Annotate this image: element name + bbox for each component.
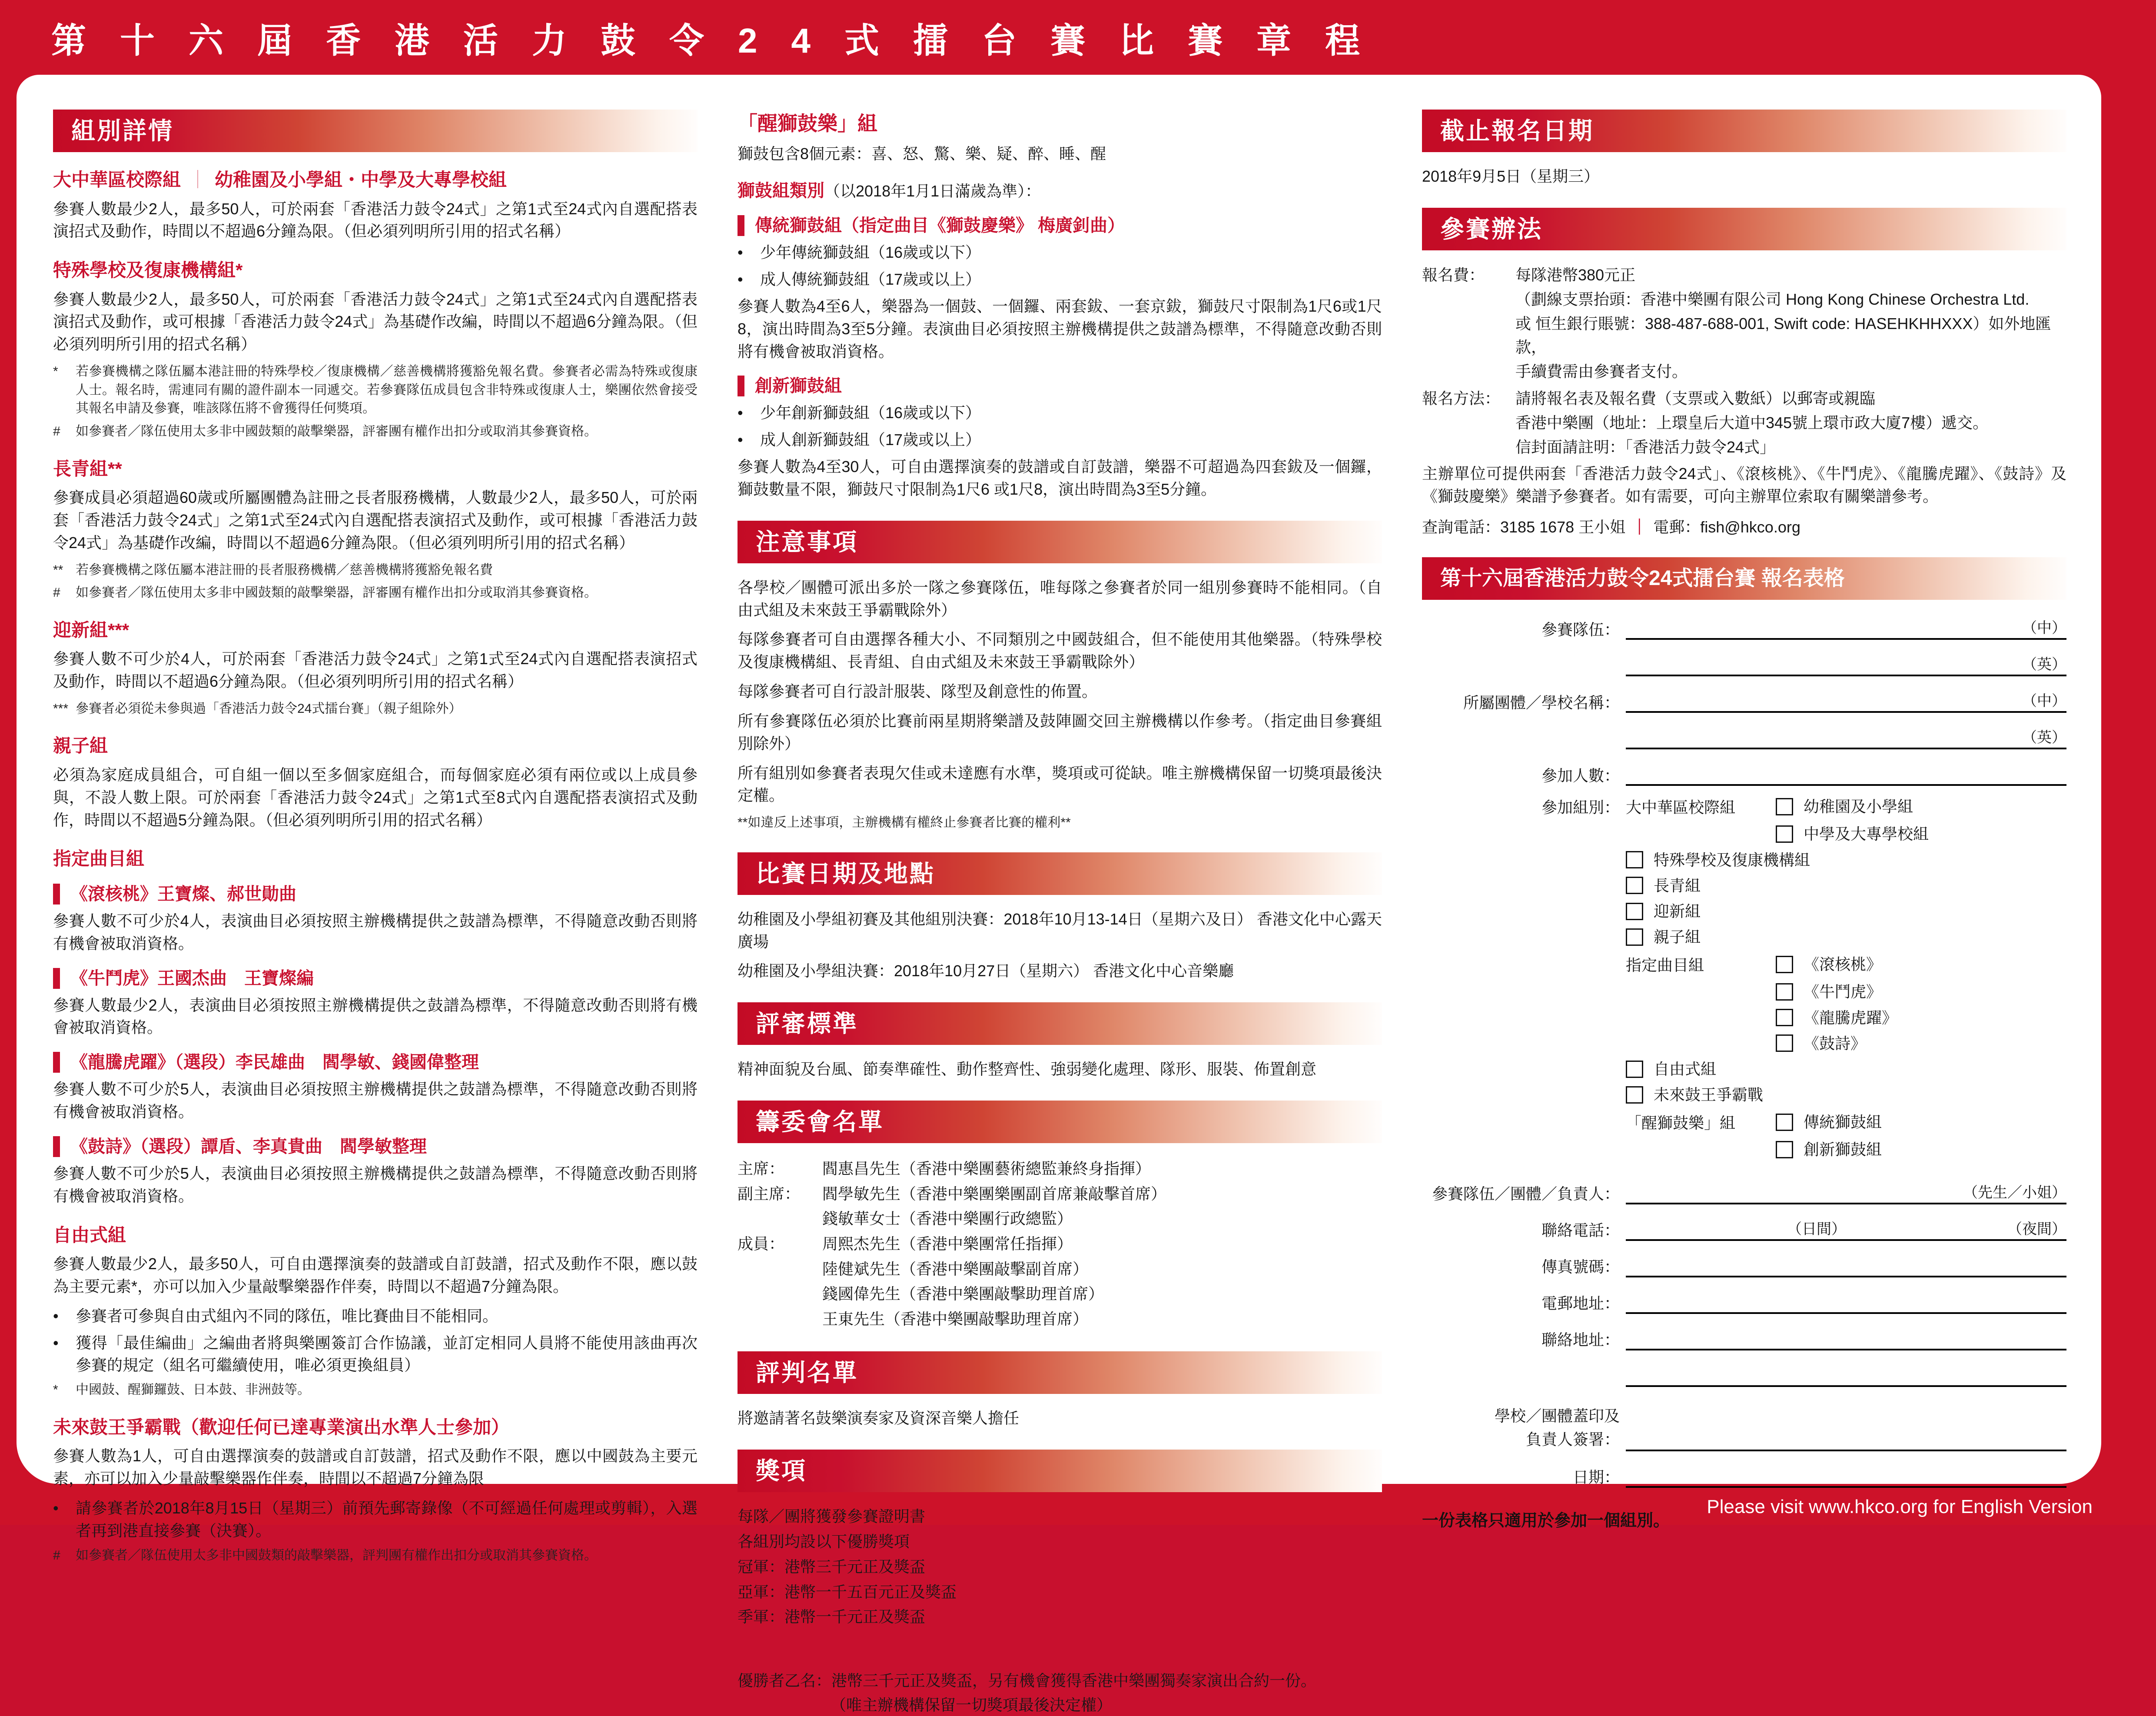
footer-english-version-note: Please visit www.hkco.org for English Version	[1707, 1496, 2093, 1517]
category-row	[1626, 1060, 2066, 1078]
form-row-team	[1422, 613, 2066, 640]
prize-line: 亞軍：港幣一千五百元正及獎盃	[737, 1583, 957, 1601]
checkbox-label: 幼稚園及小學組	[1804, 798, 1913, 816]
footnote	[737, 814, 1382, 832]
checkbox-option	[1626, 851, 1810, 869]
song-item	[53, 968, 698, 989]
column-group-details	[53, 107, 698, 1563]
leader-label: 參賽隊伍／團體／負責人：	[1432, 1184, 1620, 1203]
field-suffix: （英）	[2022, 656, 2066, 673]
prize-line: 冠軍：港幣三千元正及獎盃	[737, 1557, 926, 1576]
lion-subgroup	[737, 376, 1382, 396]
song-title: 《牛鬥虎》王國杰曲 王寶燦編	[70, 968, 314, 988]
form-row-organisation-eng	[1422, 722, 2066, 749]
footnote-text: 如參賽者／隊伍使用太多非中國鼓類的敲擊樂器，評審團有權作出扣分或取消其參賽資格。	[76, 424, 597, 439]
checkbox-label: 自由式組	[1654, 1060, 1717, 1078]
title-bar	[0, 0, 2156, 75]
footnote-marker: *	[53, 1383, 58, 1397]
checkbox-option	[1626, 902, 1701, 921]
group-heading-evergreen: 長青組**	[53, 458, 122, 479]
red-bar-icon	[737, 215, 744, 236]
checkbox-option	[1776, 982, 1882, 1001]
category-options	[1626, 795, 2066, 1166]
subgroup-body: 參賽人數為4至30人，可自由選擇演奏的鼓譜或自訂鼓譜，樂器不可超過為四套鈸及一個鑼，獅鼓數量不限，獅鼓尺寸限制為1尺6 或1尺8，演出時間為3至5分鐘。	[737, 458, 1382, 498]
email-label: 電郵地址：	[1541, 1294, 1620, 1312]
checkbox-newcomer[interactable]	[1626, 903, 1643, 920]
red-bar-icon	[53, 968, 60, 989]
checkbox-label: 創新獅鼓組	[1804, 1141, 1882, 1159]
footnote-text: 若參賽機構之隊伍屬本港註冊的特殊學校／復康機構／慈善機構將獲豁免報名費。參賽者必需為特殊或復康人士。報名時，需連同有關的證件副本一同遞交。若參賽隊伍成員包含非特殊或復康人士，樂團依然會接受其報名申請及參賽，唯該隊伍將不會獲得任何獎項。	[76, 364, 698, 416]
group-subtitle: 幼稚園及小學組・中學及大專學校組	[215, 170, 507, 190]
bullet-item	[53, 1332, 698, 1377]
category-group-row	[1626, 1140, 2066, 1159]
checkbox-song-gu-shi[interactable]	[1776, 1034, 1793, 1052]
date-line: 幼稚園及小學組決賽：2018年10月27日（星期六） 香港文化中心音樂廳	[737, 962, 1234, 980]
category-group-row	[1626, 953, 2066, 975]
committee-row	[737, 1181, 1382, 1207]
bullet-item	[737, 402, 1382, 424]
lion-intro: 獅鼓包含8個元素：喜、怒、驚、樂、疑、醉、睡、醒	[737, 144, 1106, 163]
apply-line: 信封面請註明：「香港活力鼓令24式」	[1515, 438, 1776, 456]
bullet-text: • 成人傳統獅鼓組（17歲或以上）	[760, 270, 981, 289]
checkbox-secondary-tertiary[interactable]	[1776, 825, 1793, 843]
fee-line: 手續費需由參賽者支付。	[1515, 362, 1688, 380]
lion-subgroup	[737, 215, 1382, 236]
footnote-marker: **	[53, 562, 63, 577]
footnote-text: 參賽者必須從未參與過「香港活力鼓令24式擂台賽」（親子組除外）	[76, 701, 462, 716]
fee-line: 或 恒生銀行賬號：388-487-688-001, Swift code: HASEHKHHXXX）如外地匯款，	[1515, 314, 2051, 356]
checkbox-option	[1626, 1060, 1716, 1078]
footnote-text: 若參賽機構之隊伍屬本港註冊的長者服務機構／慈善機構將獲豁免報名費	[76, 562, 493, 577]
group-heading-lion-drum: 「醒獅鼓樂」組	[737, 112, 877, 135]
song-body: 參賽人數最少2人，表演曲目必須按照主辦機構提供之鼓譜為標準，不得隨意改動否則將有機會被取消資格。	[53, 996, 698, 1037]
section-banner-entry-form: 第十六屆香港活力鼓令24式擂台賽 報名表格	[1422, 557, 2066, 600]
group-body: 參賽人數最少2人，最多50人，可於兩套「香港活力鼓令24式」之第1式至24式內自選配搭表演招式及動作，或可根據「香港活力鼓令24式」為基礎作改編，時間以不超過6分鐘為限。（但必須列明所引用的招式名稱）	[53, 290, 698, 353]
note-paragraph: 各學校／團體可派出多於一隊之參賽隊伍，唯每隊之參賽者於同一組別參賽時不能相同。（自由式組及未來鼓王爭霸戰除外）	[737, 578, 1382, 619]
deadline-date: 2018年9月5日（星期三）	[1422, 167, 1600, 185]
organisation-zh-field[interactable]	[1626, 686, 2066, 713]
enquiry-line	[1422, 515, 2066, 537]
bullet-text: • 參賽者可參與自由式組內不同的隊伍，唯比賽曲目不能相同。	[76, 1307, 498, 1325]
committee-row	[737, 1307, 1382, 1332]
divider: ｜	[1631, 518, 1648, 536]
checkbox-label: 迎新組	[1654, 902, 1701, 921]
song-item	[53, 884, 698, 905]
form-row-organisation	[1422, 686, 2066, 713]
checkbox-kindergarten-primary[interactable]	[1776, 798, 1793, 815]
lion-category-label: 獅鼓組類別	[737, 181, 824, 201]
committee-role	[737, 1307, 822, 1332]
group-heading-newcomer: 迎新組***	[53, 619, 130, 640]
checkbox-label: 特殊學校及復康機構組	[1654, 851, 1811, 869]
section-banner-dates: 比賽日期及地點	[737, 852, 1382, 895]
prize-sub-note: （唯主辦機構保留一切獎項最後決定權）	[831, 1696, 1113, 1714]
fax-number-field[interactable]	[1626, 1250, 2066, 1277]
committee-member: 閻學敏先生（香港中樂團樂團副首席兼敲擊首席）	[822, 1184, 1167, 1203]
phone-day-label: （日間）	[1787, 1220, 1846, 1237]
apply-label: 報名方法：	[1422, 389, 1501, 407]
email-address-field[interactable]	[1626, 1287, 2066, 1314]
fee-line: 每隊港幣380元正	[1515, 266, 1636, 284]
form-row-count	[1422, 759, 2066, 786]
checkbox-freestyle[interactable]	[1626, 1061, 1643, 1078]
red-bar-icon	[737, 376, 744, 396]
checkbox-parent-child[interactable]	[1626, 928, 1643, 946]
footnote-text: 如參賽者／隊伍使用太多非中國鼓類的敲擊樂器，評判團有權作出扣分或取消其參賽資格。	[76, 1548, 597, 1563]
footnote-text: **如違反上述事項，主辦機構有權終止參賽者比賽的權利**	[737, 815, 1071, 830]
section-banner-criteria: 評審標準	[737, 1002, 1382, 1045]
category-group-row	[1626, 1008, 2066, 1027]
group-heading-freestyle: 自由式組	[53, 1224, 126, 1245]
group-body: 參賽人數最少2人，最多50人，可於兩套「香港活力鼓令24式」之第1式至24式內自選配搭表演招式及動作，時間以不超過6分鐘為限。（但必須列明所引用的招式名稱）	[53, 200, 698, 240]
prize-line: 季軍：港幣一千元正及獎盃	[737, 1608, 926, 1626]
note-paragraph: 每隊參賽者可自由選擇各種大小、不同類別之中國鼓組合，但不能使用其他樂器。（特殊學校及復康機構組、長青組、自由式組及未來鼓王爭霸戰除外）	[737, 630, 1382, 671]
category-row	[1626, 851, 2066, 869]
category-row	[1626, 928, 2066, 946]
footnote	[53, 700, 698, 718]
song-title: 《龍騰虎躍》（選段）李民雄曲 閻學敏、錢國偉整理	[70, 1053, 479, 1072]
organisation-label: 所屬團體／學校名稱：	[1463, 693, 1620, 712]
contact-address-field-line2[interactable]	[1626, 1360, 2066, 1387]
form-row-fax	[1422, 1250, 2066, 1277]
checkbox-label: 長青組	[1654, 876, 1701, 895]
song-body: 參賽人數不可少於4人，表演曲目必須按照主辦機構提供之鼓譜為標準，不得隨意改動否則將有機會被取消資格。	[53, 911, 698, 952]
song-title: 《鼓詩》（選段）譚盾、李真貴曲 閻學敏整理	[70, 1137, 427, 1156]
red-bar-icon	[53, 1052, 60, 1073]
bullet-item	[53, 1497, 698, 1542]
form-row-category	[1422, 795, 2066, 1166]
apply-lines	[1515, 387, 2066, 460]
footnote	[53, 1381, 698, 1400]
leader-name-field[interactable]	[1626, 1177, 2066, 1204]
checkbox-option	[1776, 825, 1929, 843]
red-bar-icon	[53, 1136, 60, 1157]
checkbox-option	[1776, 1008, 1897, 1027]
footnote-marker: ***	[53, 701, 69, 716]
signature-field[interactable]	[1626, 1424, 2066, 1451]
group-body: 參賽人數不可少於4人，可於兩套「香港活力鼓令24式」之第1式至24式內自選配搭表演招式及動作，時間以不超過6分鐘為限。（但必須列明所引用的招式名稱）	[53, 650, 698, 691]
group-body: 參賽成員必須超過60歲或所屬團體為註冊之長者服務機構，人數最少2人，最多50人，可於兩套「香港活力鼓令24式」之第1式至24式內自選配搭表演招式及動作，或可根據「香港活力鼓令24式」為基礎作改編，時間以不超過6分鐘為限。（但必須列明所引用的招式名稱）	[53, 489, 698, 552]
song-item	[53, 1136, 698, 1157]
committee-member: 錢敏華女士（香港中樂團行政總監）	[822, 1210, 1073, 1228]
category-group-row	[1626, 795, 2066, 818]
fee-label: 報名費：	[1422, 266, 1485, 284]
committee-row	[737, 1257, 1382, 1282]
count-label: 參加人數：	[1541, 766, 1620, 785]
organisation-en-field[interactable]	[1626, 722, 2066, 749]
group-heading-parent-child: 親子組	[53, 735, 108, 756]
form-row-leader	[1422, 1177, 2066, 1204]
category-label: 參加組別：	[1541, 798, 1620, 817]
category-group-name: 「醒獅鼓樂」組	[1626, 1114, 1736, 1132]
song-title: 《滾核桃》王寶燦、郝世勛曲	[70, 884, 296, 904]
footnote	[53, 584, 698, 602]
footnote	[53, 422, 698, 441]
checkbox-label: 《龍騰虎躍》	[1804, 1008, 1898, 1027]
field-suffix: （中）	[2022, 620, 2066, 637]
checkbox-label: 未來鼓王爭霸戰	[1654, 1086, 1764, 1104]
checkbox-song-long-teng-hu-yue[interactable]	[1776, 1009, 1793, 1026]
section-banner-group-details: 組別詳情	[53, 110, 698, 152]
red-bar-icon	[53, 884, 60, 905]
song-body: 參賽人數不可少於5人，表演曲目必須按照主辦機構提供之鼓譜為標準，不得隨意改動否則將有機會被取消資格。	[53, 1164, 698, 1205]
date-label: 日期：	[1572, 1468, 1620, 1486]
group-body: 參賽人數最少2人，最多50人，可自由選擇演奏的鼓譜或自訂鼓譜，招式及動作不限，應以鼓為主要元素*，亦可以加入少量敲擊樂器作伴奏，時間以不超過7分鐘為限。	[53, 1255, 698, 1295]
bullet-text: • 成人創新獅鼓組（17歲或以上）	[760, 431, 981, 449]
fax-label: 傳真號碼：	[1541, 1257, 1620, 1276]
apply-line: 請將報名表及報名費（支票或入數紙）以郵寄或親臨	[1515, 389, 1876, 407]
field-suffix: （中）	[2022, 693, 2066, 710]
subgroup-title: 創新獅鼓組	[755, 376, 842, 396]
bullet-item	[737, 268, 1382, 291]
category-row	[1626, 902, 2066, 921]
footnote-text: 中國鼓、醒獅鑼鼓、日本鼓、非洲鼓等。	[76, 1383, 310, 1397]
section-banner-committee: 籌委會名單	[737, 1101, 1382, 1143]
category-group-row	[1626, 1111, 2066, 1133]
category-group-name: 指定曲目組	[1626, 956, 1704, 974]
lion-category-heading	[737, 180, 1382, 202]
phone-night-label: （夜間）	[2007, 1220, 2066, 1237]
group-body: 參賽人數為1人，可自由選擇演奏的鼓譜或自訂鼓譜，招式及動作不限，應以中國鼓為主要元素，亦可以加入少量敲擊樂器作伴奏，時間以不超過7分鐘為限	[53, 1447, 698, 1488]
checkbox-option	[1776, 955, 1882, 974]
section-banner-adjudicators: 評判名單	[737, 1351, 1382, 1394]
group-heading-greater-china	[53, 169, 698, 192]
committee-role: 主席：	[737, 1160, 785, 1178]
field-suffix: （先生／小姐）	[1963, 1184, 2066, 1201]
bullet-text: • 獲得「最佳編曲」之編曲者將與樂團簽訂合作協議，並訂定相同人員將不能使用該曲再次參賽的規定（組名可繼續使用，唯必須更換組員）	[76, 1334, 698, 1374]
fee-line: （劃線支票抬頭：香港中樂團有限公司 Hong Kong Chinese Orchestra Ltd.	[1515, 290, 2030, 308]
checkbox-label: 《滾核桃》	[1804, 955, 1882, 974]
group-heading-future-drum-king: 未來鼓王爭霸戰（歡迎任何已達專業演出水準人士參加）	[53, 1417, 510, 1437]
footnote-text: 如參賽者／隊伍使用太多非中國鼓類的敲擊樂器，評審團有權作出扣分或取消其參賽資格。	[76, 585, 597, 600]
address-label: 聯絡地址：	[1541, 1330, 1620, 1349]
checkbox-song-gun-he-tao[interactable]	[1776, 956, 1793, 973]
checkbox-evergreen[interactable]	[1626, 877, 1643, 894]
committee-row	[737, 1206, 1382, 1231]
footnote	[53, 561, 698, 580]
checkbox-song-niu-dou-hu[interactable]	[1776, 983, 1793, 1001]
subgroup-body: 參賽人數為4至6人，樂器為一個鼓、一個鑼、兩套鈸、一套京鈸，獅鼓尺寸限制為1尺6或1尺8，演出時間為3至5分鐘。表演曲目必須按照主辦機構提供之鼓譜為標準，不得隨意改動否則將有機會被取消資格。	[737, 297, 1382, 360]
lion-category-note: （以2018年1月1日滿歲為準）：	[824, 182, 1041, 200]
checkbox-option	[1776, 1034, 1866, 1053]
committee-member: 周熙杰先生（香港中樂團常任指揮）	[822, 1234, 1073, 1253]
divider: ｜	[189, 170, 207, 190]
checkbox-label: 傳統獅鼓組	[1804, 1113, 1882, 1131]
song-item	[53, 1052, 698, 1073]
prize-sub-body: 優勝者乙名：港幣三千元正及獎盃，另有機會獲得香港中樂團獨奏家演出合約一份。	[737, 1671, 1317, 1689]
checkbox-traditional-lion-drum[interactable]	[1776, 1114, 1793, 1131]
checkbox-option	[1776, 1140, 1882, 1159]
committee-member: 錢國偉先生（香港中樂團敲擊助理首席）	[822, 1285, 1104, 1303]
contact-phone-field[interactable]	[1626, 1214, 2066, 1241]
committee-role	[737, 1257, 822, 1282]
bullet-item	[737, 241, 1382, 264]
category-row	[1626, 876, 2066, 895]
committee-role	[737, 1281, 822, 1307]
checkbox-future-drum-king[interactable]	[1626, 1086, 1643, 1104]
form-row-address	[1422, 1324, 2066, 1350]
prize-line: 各組別均設以下優勝獎項	[737, 1532, 910, 1550]
footnote-marker: #	[53, 1548, 60, 1563]
checkbox-label: 中學及大專學校組	[1804, 825, 1929, 843]
signature-label: 學校／團體蓋印及 負責人簽署：	[1494, 1407, 1620, 1448]
footnote	[53, 1546, 698, 1565]
contact-address-field[interactable]	[1626, 1324, 2066, 1350]
prize-subsection-heading: 未來鼓王爭霸戰比賽	[737, 1641, 902, 1662]
enquiry-email: 電郵：fish@hkco.org	[1653, 518, 1801, 536]
apply-line: 香港中樂團（地址：上環皇后大道中345號上環市政大廈7樓）遞交。	[1515, 413, 1989, 432]
footnote	[53, 362, 698, 418]
participant-count-field[interactable]	[1626, 759, 2066, 786]
committee-member: 王東先生（香港中樂團敲擊助理首席）	[822, 1310, 1089, 1328]
checkbox-option	[1776, 1113, 1882, 1131]
checkbox-label: 親子組	[1654, 928, 1701, 946]
date-field[interactable]	[1626, 1461, 2066, 1488]
checkbox-special-school[interactable]	[1626, 851, 1643, 868]
phone-label: 聯絡電話：	[1541, 1221, 1620, 1239]
adjudicators-body: 將邀請著名鼓樂演奏家及資深音樂人擔任	[737, 1409, 1020, 1427]
committee-member: 陸健斌先生（香港中樂團敲擊副首席）	[822, 1260, 1089, 1278]
committee-row	[737, 1281, 1382, 1307]
committee-row	[737, 1231, 1382, 1257]
checkbox-option	[1626, 1085, 1763, 1104]
form-row-signature	[1422, 1404, 2066, 1451]
form-row-email	[1422, 1287, 2066, 1314]
section-banner-method: 參賽辦法	[1422, 208, 2066, 250]
song-body: 參賽人數不可少於5人，表演曲目必須按照主辦機構提供之鼓譜為標準，不得隨意改動否則將有機會被取消資格。	[53, 1080, 698, 1121]
committee-row	[737, 1156, 1382, 1181]
committee-member: 閻惠昌先生（香港中樂團藝術總監兼終身指揮）	[822, 1160, 1151, 1178]
category-row	[1626, 1085, 2066, 1104]
bullet-text: • 請參賽者於2018年8月15日（星期三）前預先郵寄錄像（不可經過任何處理或剪輯），入選者再到港直接參賽（決賽）。	[76, 1499, 698, 1540]
checkbox-innovative-lion-drum[interactable]	[1776, 1141, 1793, 1158]
form-row-phone	[1422, 1214, 2066, 1241]
column-lion-drum-and-notes	[737, 107, 1382, 1714]
note-paragraph: 所有組別如參賽者表現欠佳或未達應有水準，獎項或可從缺。唯主辦機構保留一切獎項最後決定權。	[737, 764, 1382, 805]
note-paragraph: 每隊參賽者可自行設計服裝、隊型及創意性的佈置。	[737, 682, 1098, 701]
score-provision: 主辦單位可提供兩套「香港活力鼓令24式」、《滾核桃》、《牛鬥虎》、《龍騰虎躍》、《鼓詩》及《獅鼓慶樂》樂譜予參賽者。如有需要，可向主辦單位索取有關樂譜參考。	[1422, 464, 2066, 505]
enquiry-phone: 查詢電話：3185 1678 王小姐	[1422, 518, 1626, 536]
form-row-address-extra	[1422, 1360, 2066, 1387]
group-title: 大中華區校際組	[53, 170, 181, 190]
section-banner-deadline: 截止報名日期	[1422, 110, 2066, 152]
committee-role: 成員：	[737, 1234, 785, 1253]
subgroup-title: 傳統獅鼓組（指定曲目《獅鼓慶樂》 梅廣釗曲）	[755, 216, 1125, 236]
committee-role	[737, 1206, 822, 1231]
category-group-row	[1626, 1034, 2066, 1053]
team-name-zh-field[interactable]	[1626, 613, 2066, 640]
bullet-text: • 少年創新獅鼓組（16歲或以下）	[760, 404, 981, 422]
fee-row	[1422, 263, 2066, 384]
bullet-text: • 少年傳統獅鼓組（16歲或以下）	[760, 243, 981, 262]
section-banner-prizes: 獎項	[737, 1450, 1382, 1492]
section-banner-notes: 注意事項	[737, 521, 1382, 563]
bullet-item	[737, 429, 1382, 451]
footnote-marker: #	[53, 424, 60, 439]
field-suffix: （英）	[2022, 729, 2066, 746]
checkbox-option	[1626, 928, 1701, 946]
prize-line: 每隊／團將獲發參賽證明書	[737, 1507, 926, 1526]
apply-row	[1422, 387, 2066, 460]
note-paragraph: 所有參賽隊伍必須於比賽前兩星期將樂譜及鼓陣圖交回主辦機構以作參考。（指定曲目參賽組別除外）	[737, 712, 1382, 752]
form-row-team-eng	[1422, 649, 2066, 676]
checkbox-option	[1776, 797, 1913, 816]
checkbox-label: 《鼓詩》	[1804, 1034, 1867, 1052]
committee-role: 副主席：	[737, 1184, 801, 1203]
bullet-item	[53, 1305, 698, 1327]
form-row-date	[1422, 1461, 2066, 1488]
form-note: 一份表格只適用於參加一個組別。	[1422, 1511, 1670, 1530]
fee-lines	[1515, 263, 2066, 384]
checkbox-label: 《牛鬥虎》	[1804, 983, 1882, 1001]
checkbox-option	[1626, 876, 1701, 895]
category-group-name: 大中華區校際組	[1626, 798, 1736, 817]
team-label: 參賽隊伍：	[1541, 620, 1620, 639]
footnote-marker: *	[53, 364, 58, 379]
footnote-marker: #	[53, 585, 60, 600]
team-name-en-field[interactable]	[1626, 649, 2066, 676]
criteria-body: 精神面貌及台風、節奏準確性、動作整齊性、強弱變化處理、隊形、服裝、佈置創意	[737, 1060, 1317, 1078]
group-body: 必須為家庭成員組合，可自組一個以至多個家庭組合，而每個家庭必須有兩位或以上成員參與，不設人數上限。可於兩套「香港活力鼓令24式」之第1式至8式內自選配搭表演招式及動作，時間以不超過5分鐘為限。（但必須列明所引用的招式名稱）	[53, 765, 698, 829]
group-heading-special-school: 特殊學校及復康機構組*	[53, 260, 243, 281]
group-heading-set-pieces: 指定曲目組	[53, 848, 145, 869]
date-line: 幼稚園及小學組初賽及其他組別決賽：2018年10月13-14日（星期六及日） 香港文化中心露天廣場	[737, 910, 1382, 951]
category-group-row	[1626, 825, 2066, 843]
category-group-row	[1626, 982, 2066, 1001]
page-title: 第十六屆香港活力鼓令24式擂台賽比賽章程	[51, 21, 1394, 60]
